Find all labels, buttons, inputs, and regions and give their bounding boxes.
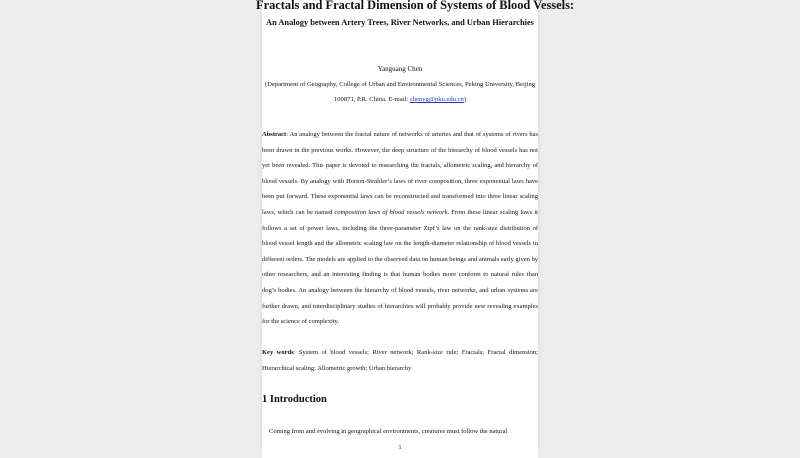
- affiliation-prefix: 100871, P.R. China. E-mail:: [333, 96, 410, 103]
- keywords-label: Key words: [262, 349, 294, 356]
- abstract-text-1: : An analogy between the fractal nature of networks of arteries and that of systems of rivers has been drawn in the previous works. However, the deep structure of the hierarchy of blood vessels has not yet been revealed. This paper is devoted to researching the fractals, allometric scaling, and hierarchy of blood vessels. By analogy with Horton-Strahler’s laws of river composition, three exponential laws have been put forward. These exponential laws can be reconstructed and transformed into three linear scaling laws, which can be named: [262, 131, 538, 216]
- affiliation-line-2: [262, 96, 538, 103]
- paper-title: Fractals and Fractal Dimension of Systems of Blood Vessels:: [256, 0, 575, 12]
- abstract-paragraph: [262, 127, 538, 330]
- abstract-italic-term: composition laws of blood vessels network: [334, 208, 448, 216]
- abstract-text-2: . From these linear scaling laws it follows a set of power laws, including the three-parameter Zipf’s law on the rank-size distribution of blood vessel length and the allometric scaling law on the length-diameter relationship of blood vessels in different orders. The models are applied to the observed data on human beings and animals early given by other researchers, and an interesting finding is that human bodies more conform to natural rules than dog’s bodies. An analogy between the hierarchy of blood vessels, river networks, and urban systems are further drawn, and interdisciplinary studies of hierarchies will probably provide new revealing examples for the science of complexity.: [262, 208, 538, 326]
- abstract-label: Abstract: [262, 131, 287, 138]
- affiliation-suffix: ): [463, 96, 467, 103]
- page-number: 1: [398, 444, 402, 451]
- paper-subtitle: An Analogy between Artery Trees, River Networks, and Urban Hierarchies: [266, 18, 534, 27]
- section-heading: 1 Introduction: [262, 394, 327, 405]
- intro-paragraph: Coming from and evolving in geographical environments, creatures must follow the natural: [269, 428, 508, 435]
- author-name: Yanguang Chen: [377, 65, 423, 73]
- paper-page: [256, 0, 575, 458]
- keywords-text: : System of blood vessels; River network; Rank-size rule; Fractals; Fractal dimension; Hierarchical scaling; Allometric growth; Urban hierarchy: [262, 349, 538, 372]
- keywords-paragraph: [262, 345, 538, 376]
- email-link[interactable]: chenyg@pku.edu.cn: [409, 96, 464, 103]
- affiliation-line-1: (Department of Geography, College of Urban and Environmental Sciences, Peking University, Beijing: [264, 81, 536, 88]
